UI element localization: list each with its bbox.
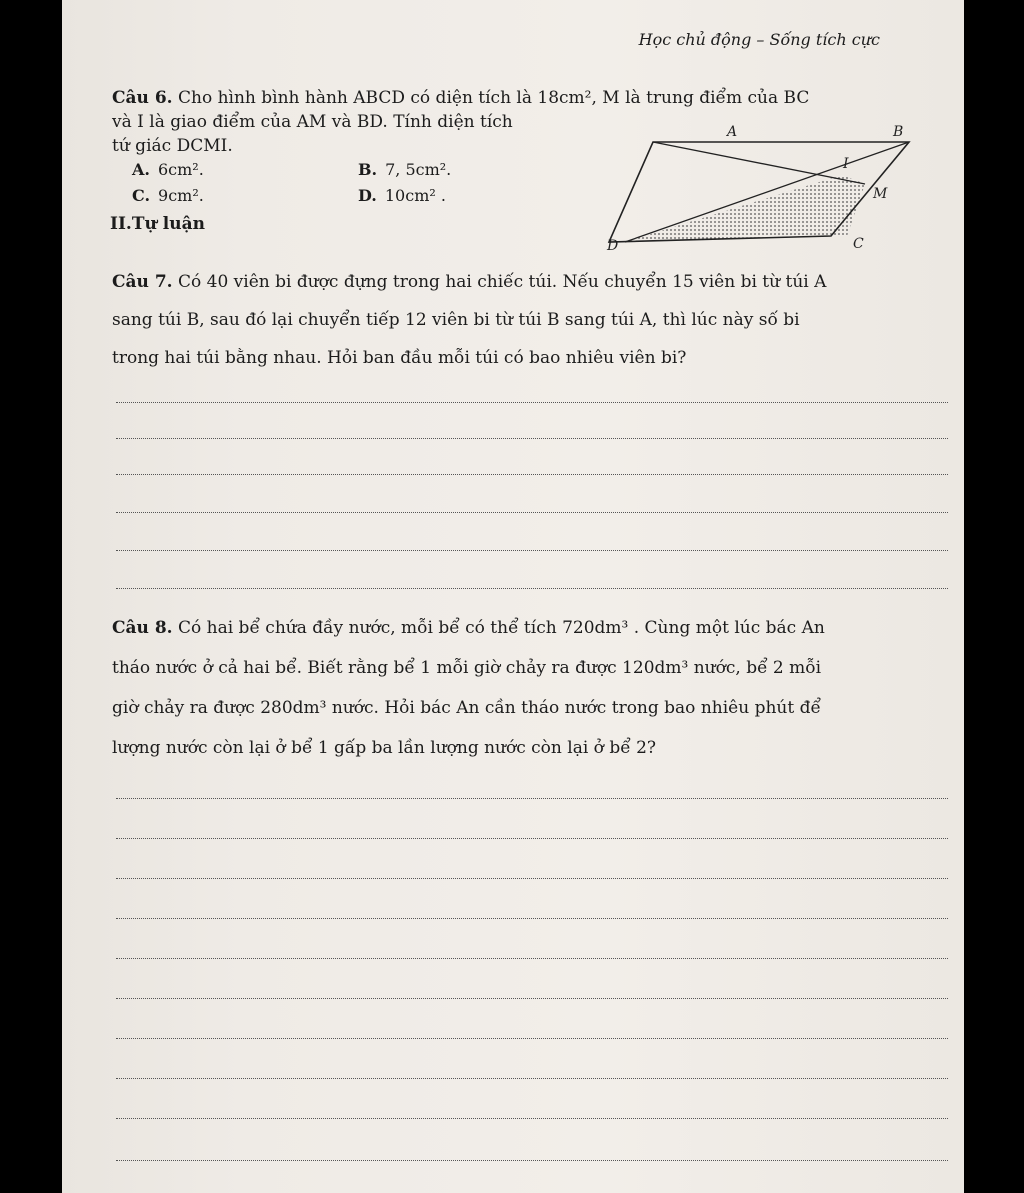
answer-line [116, 798, 948, 799]
q6-line-1: Câu 6. Cho hình bình hành ABCD có diện tích là 18cm², M là trung điểm của BC [112, 88, 810, 108]
q8-line-2: tháo nước ở cả hai bể. Biết rằng bể 1 mỗi giờ chảy ra được 120dm³ nước, bể 2 mỗi [112, 658, 822, 678]
q6-option-a: A. 6cm². [132, 160, 204, 179]
parallelogram-figure [597, 120, 904, 260]
answer-line [116, 918, 948, 919]
q6-line-2: và I là giao điểm của AM và BD. Tính diện tích [112, 112, 513, 132]
answer-line [116, 438, 948, 439]
q7-line-2: sang túi B, sau đó lại chuyển tiếp 12 viên bi từ túi B sang túi A, thì lúc này số bi [112, 310, 800, 330]
q7-line-3: trong hai túi bằng nhau. Hỏi ban đầu mỗi túi có bao nhiêu viên bi? [112, 348, 687, 368]
answer-line [116, 512, 948, 513]
q8-label: Câu 8. [112, 618, 173, 638]
q8-line-3: giờ chảy ra được 280dm³ nước. Hỏi bác An cần tháo nước trong bao nhiêu phút để [112, 698, 821, 718]
answer-line [116, 998, 948, 999]
q6-option-b: B. 7, 5cm². [358, 160, 452, 179]
answer-line [116, 838, 948, 839]
q7-line-1: Câu 7. Có 40 viên bi được đựng trong hai chiếc túi. Nếu chuyển 15 viên bi từ túi A [112, 272, 827, 292]
q6-option-d: D. 10cm² . [358, 186, 446, 205]
textbook-page [62, 0, 964, 1193]
q6-label: Câu 6. [112, 88, 173, 108]
label-m: M [873, 186, 888, 202]
shaded-quadrilateral-dcmi [625, 175, 865, 242]
label-i: I [843, 156, 849, 172]
label-b: B [893, 124, 904, 140]
answer-line [116, 958, 948, 959]
q7-label: Câu 7. [112, 272, 173, 292]
q6-option-c: C. 9cm². [132, 186, 204, 205]
answer-line [116, 1078, 948, 1079]
label-c: C [853, 236, 864, 252]
label-a: A [727, 124, 738, 140]
answer-line [116, 474, 948, 475]
answer-line [116, 1160, 948, 1161]
answer-line [116, 878, 948, 879]
q6-line-3: tứ giác DCMI. [112, 136, 233, 156]
answer-line [116, 588, 948, 589]
answer-line [116, 550, 948, 551]
q8-line-4: lượng nước còn lại ở bể 1 gấp ba lần lượng nước còn lại ở bể 2? [112, 738, 656, 758]
segment-am [653, 142, 865, 184]
page-header: Học chủ động – Sống tích cực [638, 30, 880, 49]
section-heading: II.Tự luận [110, 214, 205, 234]
answer-line [116, 402, 948, 403]
answer-line [116, 1038, 948, 1039]
q8-line-1: Câu 8. Có hai bể chứa đầy nước, mỗi bể có thể tích 720dm³ . Cùng một lúc bác An [112, 618, 825, 638]
answer-line [116, 1118, 948, 1119]
label-d: D [607, 238, 619, 254]
